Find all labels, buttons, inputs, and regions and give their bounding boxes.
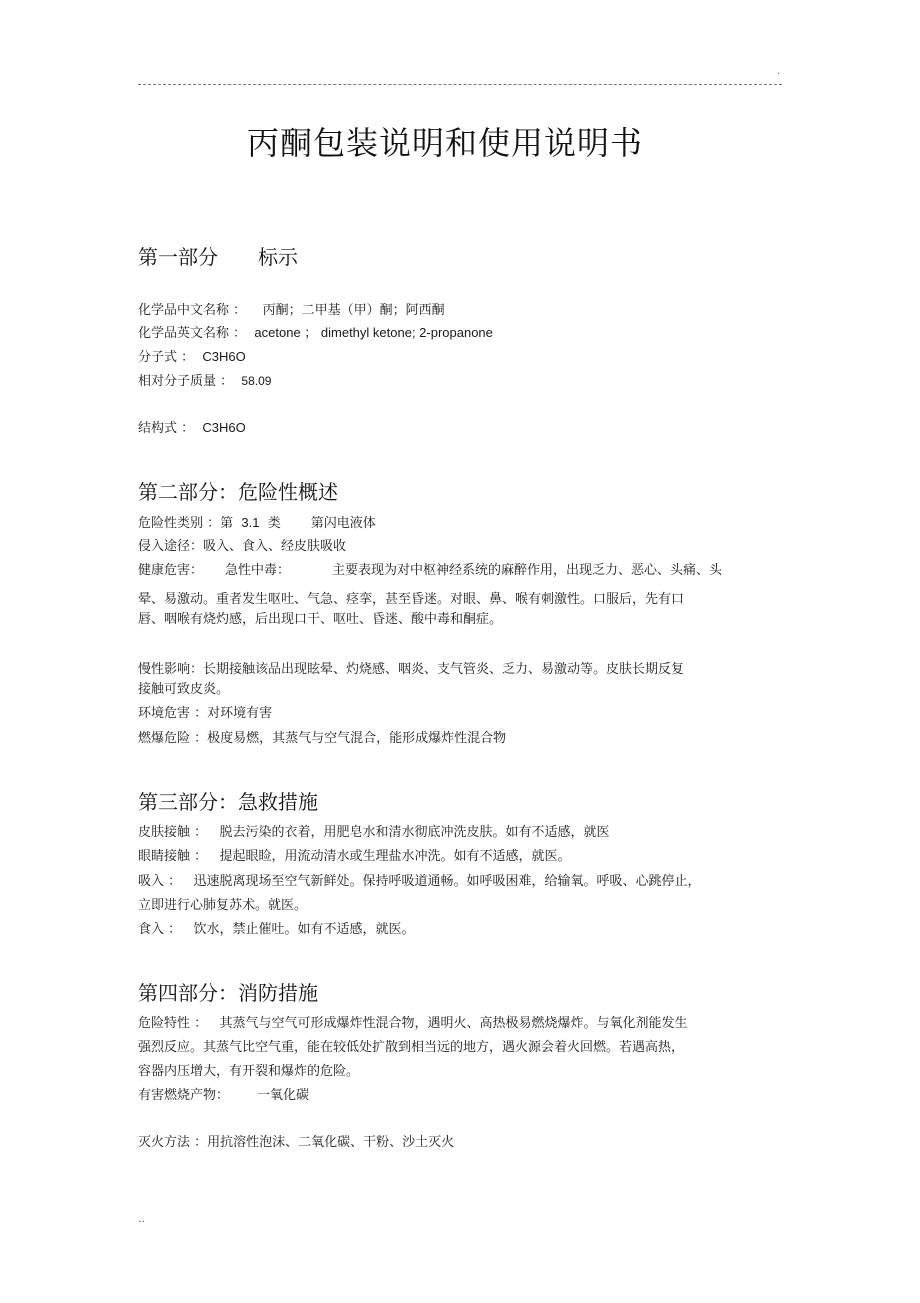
inhale-line-1: 迅速脱离现场至空气新鲜处。保持呼吸道通畅。如呼吸困难，给输氧。呼吸、心跳停止， [193,874,701,889]
combustion-products-row [138,1086,309,1106]
chronic-line-1: 慢性影响：长期接触该品出现眩晕、灼烧感、咽炎、支气管炎、乏力、易激动等。皮肤长期反复 [138,662,685,677]
ingest-label: 食入 ： [138,922,182,937]
hazard-label: 危险特性 ： [138,1016,208,1031]
document-title: 丙酮包装说明和使用说明书 [246,124,643,162]
mass-row [138,371,271,392]
extinguish-method-row: 灭火方法 ：用抗溶性泡沫、二氧化碳、干粉、沙土灭火 [138,1135,455,1150]
structure-label: 结构式 ： [138,421,195,436]
structure-value: C3H6O [202,420,246,435]
cn-name-row [138,301,445,321]
section-1-heading [138,241,298,270]
category-number: 3.1 [241,515,260,530]
formula-value: C3H6O [202,349,246,364]
health-line-2: 晕、易激动。重者发生呕吐、气急、痉挛，甚至昏迷。对眼、鼻、喉有刺激性。口服后，先有口 [138,592,685,607]
ingestion-row [138,920,415,940]
structure-row [138,418,246,439]
ingest-text: 饮水，禁止催吐。如有不适感，就医。 [193,922,415,937]
products-label: 有害燃烧产物： [138,1088,230,1103]
health-sub-label: 急性中毒： [225,563,291,578]
category-text: 第闪电液体 [310,516,376,531]
section-3-heading: 第三部分：急救措施 [138,790,318,814]
health-line-1: 主要表现为对中枢神经系统的麻醉作用，出现乏力、恶心、头痛、头 [332,563,723,578]
footer-mark: .. [138,1212,145,1225]
formula-row [138,347,246,368]
formula-label: 分子式 ： [138,350,195,365]
hazard-property-row [138,1014,688,1034]
hazard-line-3: 容器内压增大，有开裂和爆炸的危险。 [138,1064,360,1079]
cn-name-value: 丙酮；二甲基（甲）酮；阿西酮 [262,303,445,318]
cn-name-label: 化学品中文名称 ： [138,303,247,318]
inhale-label: 吸入 ： [138,874,182,889]
section-2-heading: 第二部分：危险性概述 [138,480,338,504]
eye-label: 眼睛接触 ： [138,849,208,864]
health-label: 健康危害： [138,563,204,578]
category-class: 类 [267,516,281,531]
header-rule [138,84,782,85]
category-label: 危险性类别 ：第 [138,516,234,531]
hazard-line-1: 其蒸气与空气可形成爆炸性混合物，遇明火、高热极易燃烧爆炸。与氧化剂能发生 [219,1016,688,1031]
section-1-title-b: 标示 [258,245,298,269]
environment-row: 环境危害 ：对环境有害 [138,706,273,721]
en-name-row [138,323,493,344]
section-1-title-a: 第一部分 [138,245,218,269]
inhale-line-2: 立即进行心肺复苏术。就医。 [138,898,308,913]
hazard-line-2: 强烈反应。其蒸气比空气重，能在较低处扩散到相当远的地方，遇火源会着火回燃。若遇高热， [138,1040,685,1055]
skin-label: 皮肤接触 ： [138,825,208,840]
inhalation-row [138,872,701,892]
route-row: 侵入途径：吸入、食入、经皮肤吸收 [138,539,347,554]
health-line-3: 唇、咽喉有烧灼感，后出现口干、呕吐、昏迷、酸中毒和酮症。 [138,612,503,627]
mass-value: 58.09 [241,374,272,388]
fire-explosion-row: 燃爆危险 ：极度易燃，其蒸气与空气混合，能形成爆炸性混合物 [138,731,507,746]
eye-contact-row [138,847,571,867]
hazard-category-row [138,513,376,534]
eye-text: 提起眼睑，用流动清水或生理盐水冲洗。如有不适感，就医。 [219,849,571,864]
header-mark: . [777,66,781,77]
mass-label: 相对分子质量 ： [138,374,234,389]
section-4-heading: 第四部分：消防措施 [138,981,318,1005]
skin-contact-row [138,823,610,843]
chronic-line-2: 接触可致皮炎。 [138,682,230,697]
health-row [138,561,722,581]
en-name-label: 化学品英文名称 ： [138,326,247,341]
en-name-value: acetone ； dimethyl ketone; 2-propanone [254,325,493,340]
products-text: 一氧化碳 [257,1088,310,1103]
skin-text: 脱去污染的衣着，用肥皂水和清水彻底冲洗皮肤。如有不适感，就医 [219,825,610,840]
